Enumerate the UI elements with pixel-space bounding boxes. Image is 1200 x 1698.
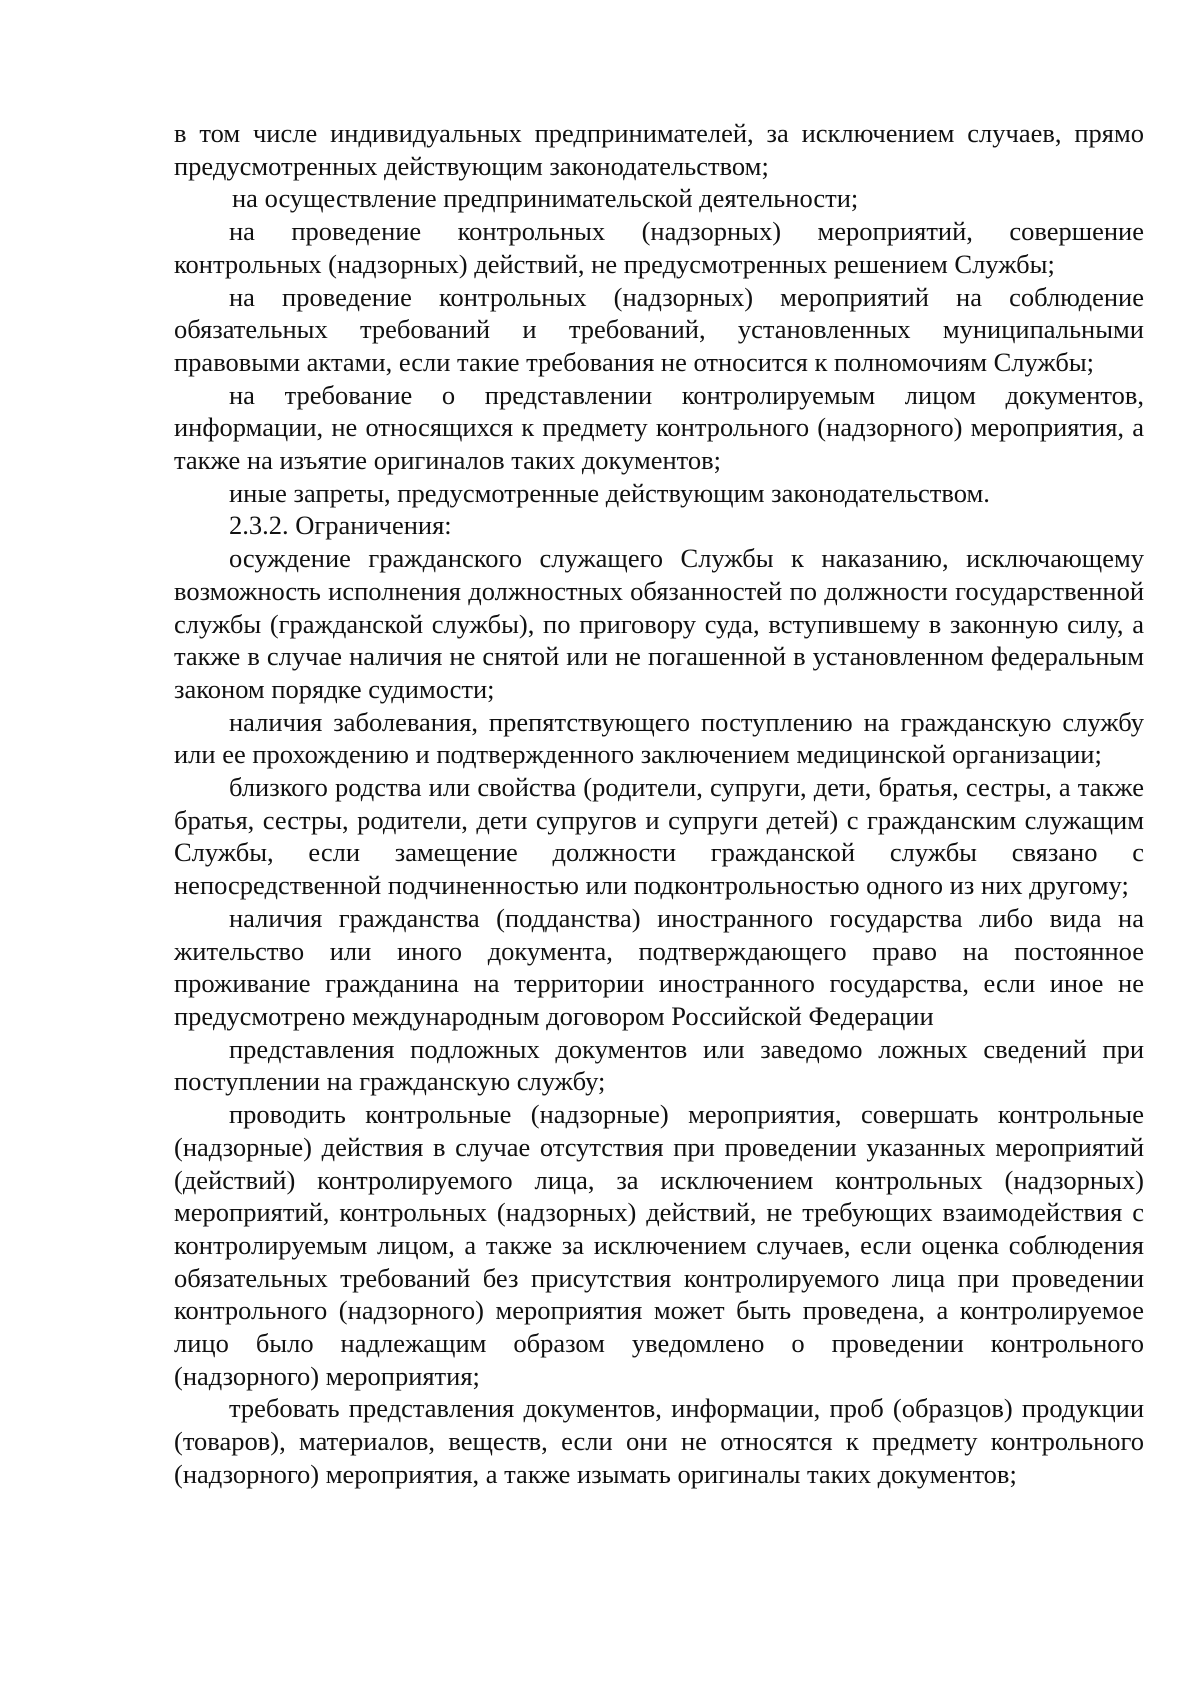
paragraph-other-prohibitions: иные запреты, предусмотренные действующим законодательством. bbox=[229, 477, 990, 508]
paragraph-entrepreneurs-continuation: в том числе индивидуальных предпринимателей, за исключением случаев, прямо предусмотренных действующим законодательством; bbox=[174, 118, 1144, 181]
paragraph-close-relationship: близкого родства или свойства (родители, супруги, дети, братья, сестры, а также братья, сестры, родители, дети супругов и супруги детей) с гражданским служащим Службы, если замещение должности гражданской службы связано с непосредственной подчиненностью или подконтрольностью одного из них другому; bbox=[174, 772, 1144, 901]
paragraph-entrepreneurial-activity: на осуществление предпринимательской деятельности; bbox=[232, 183, 859, 214]
paragraph-absence-of-controlled-person: проводить контрольные (надзорные) мероприятия, совершать контрольные (надзорные) действия в случае отсутствия при проведении указанных мероприятий (действий) контролируемого лица, за исключением контрольных (надзорных) мероприятий, контрольных (надзорных) действий, не требующих взаимодействия с контролируемым лицом, а также за исключением случаев, если оценка соблюдения обязательных требований без присутствия контролируемого лица при проведении контрольного (надзорного) мероприятия может быть проведена, а контролируемое лицо было надлежащим образом уведомлено о проведении контрольного (надзорного) мероприятия; bbox=[174, 1099, 1144, 1391]
paragraph-forged-documents: представления подложных документов или заведомо ложных сведений при поступлении на гражданскую службу; bbox=[174, 1033, 1144, 1097]
paragraph-disease: наличия заболевания, препятствующего поступлению на гражданскую службу или ее прохождению и подтвержденного заключением медицинской организации; bbox=[174, 706, 1144, 770]
paragraph-control-events-not-decided: на проведение контрольных (надзорных) мероприятий, совершение контрольных (надзорных) действий, не предусмотренных решением Службы; bbox=[174, 216, 1144, 279]
paragraph-conviction: осуждение гражданского служащего Службы к наказанию, исключающему возможность исполнения должностных обязанностей по должности государственной службы (гражданской службы), по приговору суда, вступившему в законную силу, а также в случае наличия не снятой или не погашенной в установленном федеральным законом порядке судимости; bbox=[174, 543, 1144, 704]
paragraph-municipal-requirements: на проведение контрольных (надзорных) мероприятий на соблюдение обязательных требований и требований, установленных муниципальными правовыми актами, если такие требования не относится к полномочиям Службы; bbox=[174, 281, 1144, 377]
paragraph-demand-documents: требовать представления документов, информации, проб (образцов) продукции (товаров), материалов, веществ, если они не относятся к предмету контрольного (надзорного) мероприятия, а также изымать оригиналы таких документов; bbox=[174, 1393, 1144, 1489]
document-page bbox=[174, 117, 1144, 1491]
paragraph-documents-request: на требование о представлении контролируемым лицом документов, информации, не относящихся к предмету контрольного (надзорного) мероприятия, а также на изъятие оригиналов таких документов; bbox=[174, 379, 1144, 476]
paragraph-foreign-citizenship: наличия гражданства (подданства) иностранного государства либо вида на жительство или иного документа, подтверждающего право на постоянное проживание гражданина на территории иностранного государства, если иное не предусмотрено международным договором Российской Федерации bbox=[174, 902, 1144, 1031]
section-heading-restrictions: 2.3.2. Ограничения: bbox=[229, 510, 452, 541]
